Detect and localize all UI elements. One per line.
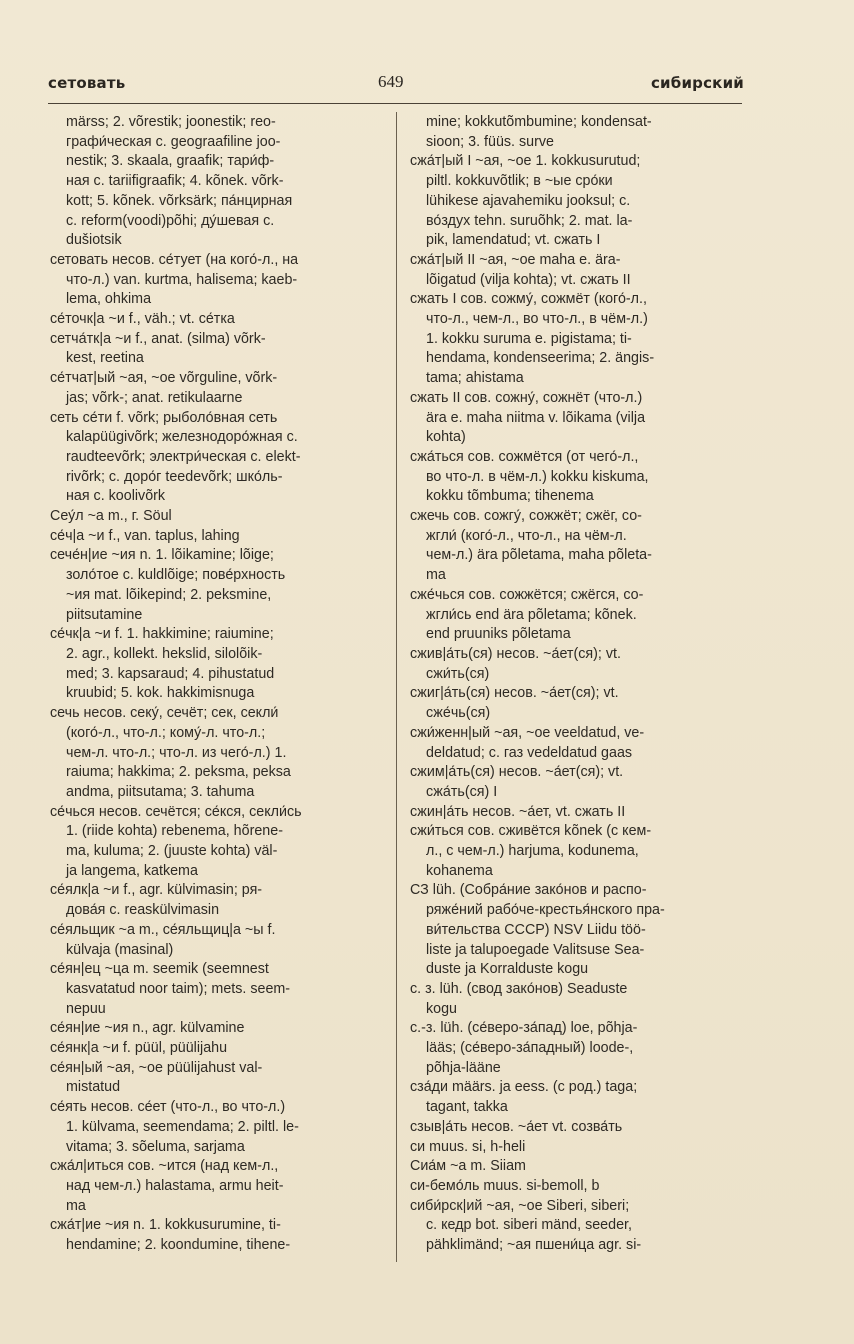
dictionary-entry: се́ян|ый ~ая, ~ое püülijahust val- mistatud [50,1059,263,1096]
dictionary-entry: сжи́ться сов. сживётся kõnek (с кем- л., с чем-л.) harjuma, kodunema, kohanema [410,823,652,879]
dictionary-entry: сжиг|а́ть(ся) несов. ~а́ет(ся); vt. сже́чь(ся) [410,685,619,722]
dictionary-entry: се́ялк|а ~и f., agr. külvimasin; ря- дова́я с. reaskülvimasin [50,882,263,919]
dictionary-entry: сече́н|ие ~ия n. 1. lõikamine; lõige; золо́тое с. kuldlõige; пове́рхность ~ия mat. lõikepind; 2. peksmine, piitsutamine [50,547,286,623]
dictionary-entry: сжа́т|ие ~ия n. 1. kokkusurumine, ti- hendamine; 2. koondumine, tihene- [50,1217,291,1254]
dictionary-entry: се́чься несов. сечётся; се́кся, секли́сь 1. (riide kohta) rebenema, hõrene- ma, kuluma; 2. (juuste kohta) väl- ja langema, katkema [50,803,302,879]
dictionary-entry: се́яльщик ~а m., се́яльщиц|а ~ы f. külvaja (masinal) [50,921,276,958]
dictionary-entry: се́ян|ие ~ия n., agr. külvamine [50,1020,245,1037]
dictionary-entry: се́янк|а ~и f. püül, püülijahu [50,1040,228,1057]
dictionary-entry: СЗ lüh. (Собра́ние зако́нов и распо- ряже́ний рабо́че-крестья́нского пра- ви́тельства СССР) NSV Liidu töö- liste ja talupoegade Valitsuse Sea- duste ja Korralduste kogu [410,882,665,978]
dictionary-entry: си-бемо́ль muus. si-bemoll, b [410,1177,600,1194]
dictionary-entry: се́чк|а ~и f. 1. hakkimine; raiumine; 2. agr., kollekt. hekslid, silolõik- med; 3. kapsaraud; 4. pihustatud kruubid; 5. kok. hakkimisnuga [50,626,275,702]
dictionary-entry: сже́чься сов. сожжётся; сжёгся, со- жгли́сь end ära põletama; kõnek. end pruuniks põletama [410,586,644,643]
dictionary-entry: märss; 2. võrestik; joonestik; reo- графи́ческая с. geograafiline joo- nestik; 3. skaala, graafik; тари́ф- ная с. tariifigraafik; 4. kõnek. võrk- kott; 5. kõnek. võrksärk; па́нцирная с. reform(voodi)põhi; ду́шевая с. dušiotsik [66,114,293,249]
left-running-head: сетовать [48,74,126,92]
dictionary-entry: сжа́ться сов. сожмётся (от чего́-л., во что-л. в чём-л.) kokku kiskuma, kokku tõmbuma; tihenema [410,448,649,505]
dictionary-entry: сжа́т|ый II ~ая, ~ое maha e. ära- lõigatud (vilja kohta); vt. сжать II [410,251,631,288]
dictionary-entry: сетовать несов. се́тует (на кого́-л., на что-л.) van. kurtma, halisema; kaeb- lema, ohkima [50,251,299,308]
dictionary-entry: mine; kokkutõmbumine; kondensat- sioon; 3. füüs. surve [426,114,652,150]
dictionary-entry: сжив|а́ть(ся) несов. ~а́ет(ся); vt. сжи́ть(ся) [410,645,621,682]
dictionary-entry: си muus. si, h-heli [410,1138,526,1155]
dictionary-entry: сеть се́ти f. võrk; рыболо́вная сеть kalapüügivõrk; железнодоро́жная с. raudteevõrk; электри́ческая с. elekt- rivõrk; с. доро́г teedevõrk; шко́ль- ная с. koolivõrk [50,409,301,505]
page-header [48,72,744,96]
dictionary-entry: сжа́т|ый I ~ая, ~ое 1. kokkusurutud; piltl. kokkuvõtlik; в ~ые сро́ки lühikese ajavahemiku jooksul; с. во́здух tehn. suruõhk; 2. mat. la- pik, lamendatud; vt. сжать I [410,153,641,249]
dictionary-entry: с.-з. lüh. (се́веро-за́пад) loe, põhja- lääs; (се́веро-за́падный) loode-, põhja-lääne [410,1020,638,1076]
right-running-head: сибирский [650,74,744,92]
dictionary-entry: сжать II сов. сожну́, сожнёт (что-л.) ära e. maha niitma v. lõikama (vilja kohta) [410,389,646,446]
header-rule [48,103,742,104]
dictionary-entry: сетча́тк|а ~и f., anat. (silma) võrk- kest, reetina [50,330,266,367]
dictionary-entry: Сеу́л ~а m., г. Söul [50,508,172,525]
dictionary-entry: се́ять несов. се́ет (что-л., во что-л.) 1. külvama, seemendama; 2. piltl. le- vitama; 3. sõeluma, sarjama [50,1099,299,1155]
dictionary-entry: сиби́рск|ий ~ая, ~ое Siberi, siberi; с. кедр bot. siberi mänd, seeder, pähklimänd; ~ая пшени́ца agr. si- [410,1197,642,1254]
dictionary-entry: се́ян|ец ~ца m. seemik (seemnest kasvatatud noor taim); mets. seem- nepuu [50,961,291,1017]
dictionary-entry: сза́ди määrs. ja eess. (с род.) taga; tagant, takka [410,1079,638,1116]
dictionary-entry: сжим|а́ть(ся) несов. ~а́ет(ся); vt. сжа́ть(ся) I [410,764,624,800]
dictionary-entry: сечь несов. секу́, сечёт; сек, секли́ (кого́-л., что-л.; кому́-л. что-л.; чем-л. что-л.; что-л. из чего́-л.) 1. raiuma; hakkima; 2. peksma, peksa andma, piitsutama; 3. tahuma [50,705,291,800]
dictionary-entry: с. з. lüh. (свод зако́нов) Seaduste kogu [410,980,628,1017]
dictionary-entry: се́точк|а ~и f., väh.; vt. се́тка [50,311,235,328]
page-number: 649 [378,72,404,91]
dictionary-entry: Сиа́м ~а m. Siiam [410,1158,526,1175]
dictionary-entry: сжечь сов. сожгу́, сожжёт; сжёг, со- жгли́ (кого́-л., что-л., на чём-л. чем-л.) ära põletama, maha põleta- ma [410,508,652,584]
dictionary-entry: сжать I сов. сожму́, сожмёт (кого́-л., что-л., чем-л., во что-л., в чём-л.) 1. kokku suruma e. pigistama; ti- hendama, kondenseerima; 2. ängis- tama; ahistama [410,291,655,387]
right-column [410,113,744,1256]
dictionary-entry: се́ч|а ~и f., van. taplus, lahing [50,527,240,544]
dictionary-entry: сжин|а́ть несов. ~а́ет, vt. сжать II [410,803,626,820]
dictionary-entry: сжи́женн|ый ~ая, ~ое veeldatud, ve- deldatud; с. газ vedeldatud gaas [410,724,645,761]
column-divider [396,112,397,1262]
dictionary-entry: сзыв|а́ть несов. ~а́ет vt. созва́ть [410,1118,623,1135]
dictionary-entry: сжа́л|иться сов. ~ится (над кем-л., над чем-л.) halastama, armu heit- ma [50,1158,284,1214]
dictionary-entry: се́тчат|ый ~ая, ~ое võrguline, võrk- jas; võrk-; anat. retikulaarne [50,370,278,406]
left-column [50,113,384,1256]
